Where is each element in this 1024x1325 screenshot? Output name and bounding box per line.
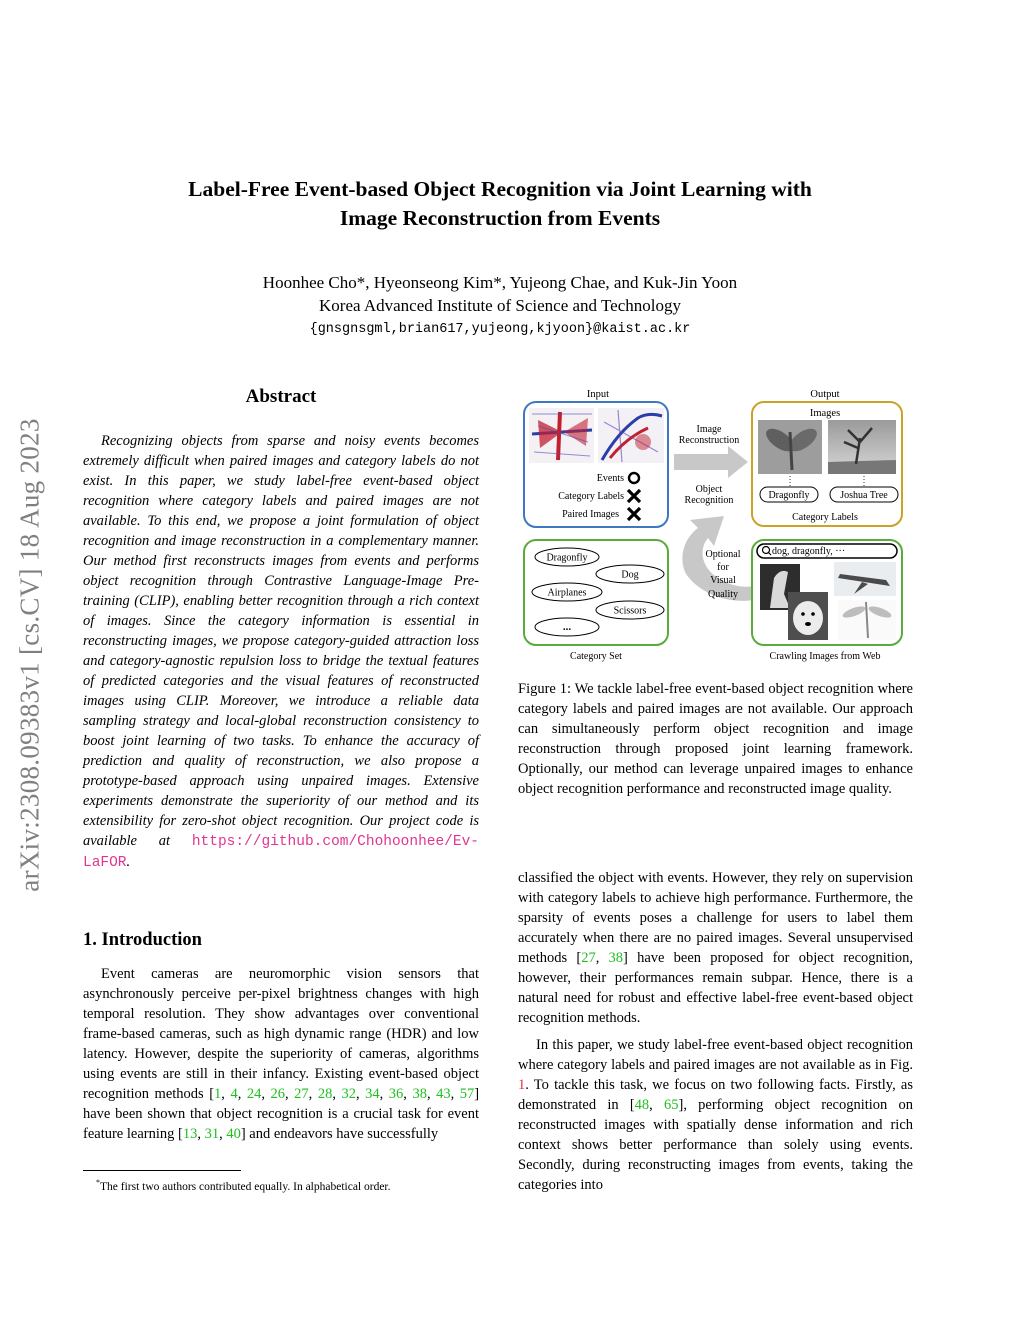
citation[interactable]: 24 (246, 1086, 262, 1102)
intro-text-c: ] and endeavors have successfully (240, 1126, 439, 1142)
title-line-1: Label-Free Event-based Object Recognition via Joint Learning with (188, 177, 812, 201)
figure-1 (518, 382, 913, 667)
citation[interactable]: 32 (341, 1086, 356, 1102)
right-text-b: ] have been proposed for object recognition, however, their performances remain subpar. Hence, there is a natural need for robust and effective label-free event-based object recognition methods. (518, 950, 914, 1026)
title-line-2: Image Reconstruction from Events (339, 206, 661, 230)
event-image-tree (598, 408, 664, 463)
footnote (96, 1178, 391, 1193)
fig-events: Events (596, 473, 624, 484)
right-text-c: In this paper, we study label-free event-based object recognition where category labels and paired images are not available as in Fig. (518, 1037, 913, 1073)
citation[interactable]: 1 (214, 1086, 222, 1102)
intro-paragraph: Event cameras are neuromorphic vision sensors that asynchronously perceive per-pixel brightness changes with high temporal resolution. They show advantages over conventional frame-based cameras, such as high dynamic range (HDR) and low latency. However, despite the superiority of cameras, algorithms using events are still in their infancy. Existing event-based object recognition methods [1, 4, 24, 26, 27, 28, 32, 34, 36, 38, 43, 57] have been shown that object recognition is a crucial task for event feature learning [13, 31, 40] and endeavors have successfully (83, 966, 480, 1142)
event-image-dragonfly (529, 408, 594, 463)
citation[interactable]: 27 (294, 1086, 309, 1102)
fig-cat-item-1: Dragonfly (546, 552, 588, 564)
fig-crawling: Crawling Images from Web (769, 651, 881, 662)
fig-optional-1: Optional (705, 549, 741, 560)
citation[interactable]: 40 (226, 1126, 241, 1142)
abstract-body: Recognizing objects from sparse and noisy events becomes extremely difficult when paired images and category labels do not exist. In this paper, we study label-free event-based object recognition where category labels and paired images are not available. To this end, we propose a joint formulation of object recognition and image reconstruction in a complementary manner. Our method first reconstructs images from events and performs object recognition through Contrastive Language-Image Pre-training (CLIP), enabling better recognition through a rich context of images. Since the category information is essential in reconstructing images, we propose category-guided attraction loss and category-agnostic repulsion loss to bridge the textual features of predicted categories and the visual features of reconstructed images using CLIP. Moreover, we introduce a reliable data sampling strategy and local-global reconstruction consistency to boost joint learning of two tasks. To enhance the accuracy of prediction and quality of reconstruction, we also propose a prototype-based approach using unpaired images. Extensive experiments demonstrate the superiority of our method and its extensibility for zero-shot object recognition. Our project code is available at (83, 433, 479, 849)
fig-search-text: dog, dragonfly, ··· (772, 546, 846, 557)
figure-reference[interactable]: 1 (518, 1077, 526, 1093)
abstract-text (83, 431, 479, 873)
reconstruction-arrow (674, 446, 748, 478)
right-text-d: . To tackle this task, we focus on two following facts. Firstly, as demonstrated in [ (518, 1077, 913, 1113)
fig-object-recog-1: Object (695, 484, 723, 495)
arxiv-id-text: arXiv:2308.09383v1 [cs.CV] 18 Aug 2023 (14, 418, 45, 892)
right-text-a: classified the object with events. However, they rely on supervision with category labels to achieve high performance. Furthermore, the sparsity of events poses a challenge for users to label them accurately when there are no paired images. Several unsupervised methods [ (518, 870, 913, 966)
fig-out-tag1: Dragonfly (768, 490, 810, 501)
citation[interactable]: 65 (664, 1097, 679, 1113)
fig-input-label: Input (586, 389, 610, 400)
fig-out-category-labels: Category Labels (792, 512, 858, 523)
authors: Hoonhee Cho*, Hyeonseong Kim*, Yujeong Chae, and Kuk-Jin Yoon (262, 273, 738, 292)
fig-cat-item-2: Dog (621, 569, 639, 581)
fig-image-recon-1: Image (696, 424, 722, 435)
project-link[interactable]: https://github.com/Chohoonhee/Ev-LaFOR (83, 834, 479, 871)
citation[interactable]: 13 (182, 1126, 198, 1142)
fig-category-labels: Category Labels (558, 491, 624, 502)
fig-optional-4: Quality (708, 589, 738, 600)
abstract-end: . (126, 854, 131, 870)
citation[interactable]: 38 (608, 950, 624, 966)
affiliation: Korea Advanced Institute of Science and Technology (319, 296, 681, 315)
intro-text-a: Event cameras are neuromorphic vision sensors that asynchronously perceive per-pixel brightness changes with high temporal resolution. They show advantages over conventional frame-based cameras, such as high dynamic range (HDR) and low latency. However, despite the superiority of cameras, algorithms using events are still in their infancy. Existing event-based object recognition methods [ (83, 966, 479, 1102)
fig-optional-2: for (717, 562, 729, 573)
reconstructed-tree-image (828, 420, 896, 474)
citation[interactable]: 43 (436, 1086, 451, 1102)
fig-optional-3: Visual (710, 575, 736, 586)
citation[interactable]: 26 (270, 1086, 286, 1102)
right-text-e: ], performing object recognition on reconstructed images with spatially dense information and rich context shows better performance than solely using events. Secondly, during reconstructing images from events, taking the categories into (518, 1097, 913, 1193)
figure-caption: Figure 1: We tackle label-free event-based object recognition where category labels and paired images are not available. Our approach can simultaneously perform object recognition and image reconstruction through proposed joint learning framework. Optionally, our method can leverage unpaired images to enhance object recognition performance and reconstructed image quality. (518, 681, 913, 797)
email: {gnsgnsgml,brian617,yujeong,kjyoon}@kaist.ac.kr (309, 322, 691, 337)
fig-object-recog-2: Recognition (684, 495, 734, 506)
paper-title (100, 175, 900, 233)
fig-image-recon-2: Reconstruction (678, 435, 740, 446)
citation[interactable]: 28 (317, 1086, 333, 1102)
citation[interactable]: 34 (365, 1086, 380, 1102)
fig-cat-item-3: Airplanes (547, 587, 587, 599)
fig-cat-item-4: Scissors (613, 605, 647, 617)
right-paragraph-2: In this paper, we study label-free event-based object recognition where category labels and paired images are not available as in Fig. 1. To tackle this task, we focus on two following facts. Firstly, as demonstrated in [48, 65], performing object recognition on reconstructed images with spatially dense information and rich context shows better performance than solely using events. Secondly, during reconstructing images from events, taking the categories into (518, 1037, 913, 1193)
intro-text-b: ] have been shown that object recognition is a crucial task for event feature learning [ (83, 1086, 480, 1142)
fig-out-tag2: Joshua Tree (840, 490, 888, 501)
citation[interactable]: 57 (459, 1086, 475, 1102)
arxiv-side-identifier (8, 345, 52, 965)
citation[interactable]: 4 (230, 1086, 238, 1102)
citation[interactable]: 48 (634, 1097, 650, 1113)
fig-paired-images: Paired Images (562, 509, 619, 520)
fig-cat-item-5: ... (562, 621, 572, 633)
web-image-dragonfly (838, 600, 896, 640)
citation[interactable]: 31 (204, 1126, 220, 1142)
footnote-text: The first two authors contributed equally. In alphabetical order. (100, 1180, 391, 1193)
abstract-heading: Abstract (245, 386, 317, 407)
fig-category-set: Category Set (570, 651, 622, 662)
footnote-rule (83, 1170, 241, 1171)
citation[interactable]: 38 (412, 1086, 427, 1102)
section-heading-introduction: 1. Introduction (83, 930, 202, 950)
citation[interactable]: 27 (581, 950, 596, 966)
footnote-mark: * (96, 1178, 100, 1187)
web-image-airplane (834, 562, 896, 596)
right-paragraph-1: classified the object with events. However, they rely on supervision with category labels to achieve high performance. Furthermore, the sparsity of events poses a challenge for users to label them accurately when there are no paired images. Several unsupervised methods [27, 38] have been proposed for object recognition, however, their performances remain subpar. Hence, there is a natural need for robust and effective label-free event-based object recognition methods. (518, 870, 914, 1026)
reconstructed-dragonfly-image (758, 420, 822, 474)
citation[interactable]: 36 (388, 1086, 404, 1102)
web-image-dog (788, 592, 828, 640)
fig-output-label: Output (810, 389, 840, 400)
fig-images-label: Images (809, 408, 841, 419)
